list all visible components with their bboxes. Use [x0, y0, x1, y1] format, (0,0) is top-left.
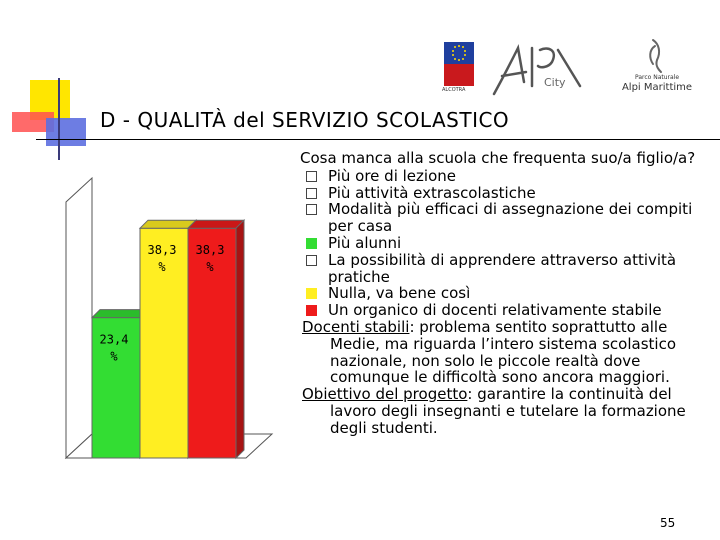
option-bullet-icon	[306, 188, 317, 199]
paragraph-docenti	[290, 319, 715, 386]
option-bullet-icon	[306, 305, 317, 316]
option-label: La possibilità di apprendere attraverso attività pratiche	[328, 250, 677, 286]
option-label: Più ore di lezione	[328, 166, 456, 185]
option-bullet-icon	[306, 288, 317, 299]
option-item	[290, 285, 715, 302]
option-bullet-icon	[306, 238, 317, 249]
bar-label-2: 38,3	[195, 243, 225, 258]
chart-left-wall	[66, 178, 92, 458]
bar-label-2: %	[206, 260, 214, 275]
bar-label-1: %	[158, 260, 166, 275]
eu-logo	[442, 42, 476, 98]
decor-blue-square	[46, 118, 86, 146]
option-item	[290, 235, 715, 252]
park-logo-line1: Parco Naturale	[634, 74, 680, 81]
option-label: Un organico di docenti relativamente stabile	[328, 301, 662, 320]
question-text: Cosa manca alla scuola che frequenta suo/a figlio/a?	[300, 149, 696, 167]
alp-city-text: City	[544, 76, 566, 89]
option-bullet-icon	[306, 204, 317, 215]
option-label: Nulla, va bene così	[328, 284, 471, 303]
park-logo-line2: Alpi Marittime	[621, 82, 693, 93]
paragraph-head: Obiettivo del progetto	[302, 385, 468, 404]
bar-side-2	[236, 220, 244, 458]
option-item	[290, 168, 715, 185]
paragraph-body: : garantire la continuità del lavoro degli insegnanti e tutelare la formazione degli studenti.	[330, 385, 686, 437]
bar-label-0: 23,4	[99, 332, 129, 347]
slide-text	[290, 150, 715, 437]
option-label: Più attività extrascolastiche	[328, 183, 536, 202]
option-label: Modalità più efficaci di assegnazione dei compiti per casa	[328, 200, 693, 236]
eu-logo-text: ALCOTRA	[442, 87, 466, 93]
option-item	[290, 201, 715, 235]
title-underline	[36, 139, 720, 140]
option-label: Più alunni	[328, 233, 402, 252]
option-bullet-icon	[306, 255, 317, 266]
options-list	[290, 168, 715, 319]
bar-label-0: %	[110, 349, 118, 364]
paragraph-head: Docenti stabili	[302, 317, 410, 336]
page-number: 55	[660, 516, 676, 530]
option-item	[290, 252, 715, 286]
option-item	[290, 185, 715, 202]
bar-chart	[62, 158, 282, 468]
option-bullet-icon	[306, 171, 317, 182]
bar-top-2	[188, 220, 244, 228]
bar-label-1: 38,3	[147, 243, 177, 258]
bar-top-1	[140, 220, 196, 228]
slide-title: D - QUALITÀ del SERVIZIO SCOLASTICO	[100, 108, 510, 132]
decor-vertical-line	[58, 78, 60, 160]
paragraph-body: : problema sentito soprattutto alle Medie, ma riguarda l’intero sistema scolastico nazionale, non solo le piccole realtà dove comunque le difficoltà sono ancora maggiori.	[330, 317, 677, 387]
alp-city-logo	[488, 42, 584, 98]
park-logo	[615, 38, 720, 100]
paragraph-obiettivo	[290, 386, 715, 436]
option-item	[290, 302, 715, 319]
